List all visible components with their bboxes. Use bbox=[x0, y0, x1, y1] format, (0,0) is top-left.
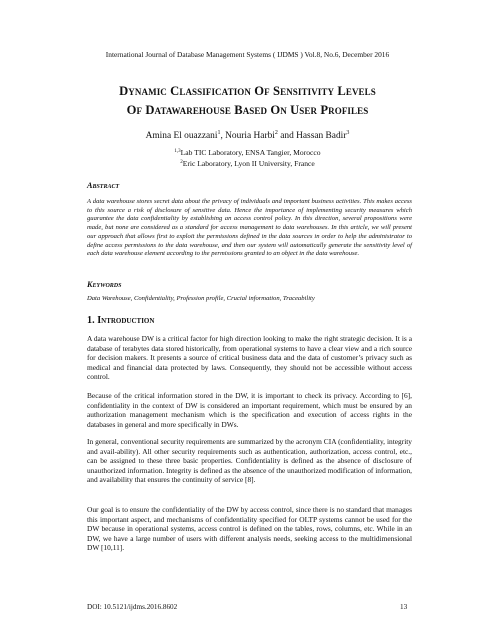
keywords-heading: Keywords bbox=[87, 280, 122, 289]
intro-paragraph-3: In general, conventional security requirements are summarized by the acronym CIA (confidentiality, integrity and avail-ability). All other security requirements such as authentication, authorization, access control, etc., can be assigned to these three basic properties. Confidentiality is defined as the absence of disclosure of unauthorized information. Integrity is defined as the absence of the unauthorized modification of information, and availability that ensures the continuity of service [8]. bbox=[87, 437, 412, 484]
author-1-affil-mark: 1 bbox=[217, 130, 221, 136]
author-3: and Hassan Badir bbox=[277, 131, 347, 141]
author-3-affil-mark: 3 bbox=[346, 130, 350, 136]
affiliation-2: $^2$Eric Laboratory, Lyon II University, France bbox=[180, 159, 315, 168]
author-2-affil-mark: 2 bbox=[274, 130, 278, 136]
intro-paragraph-1: A data warehouse DW is a critical factor for high direction looking to make the right strategic decision. It is a database of terabytes data stored historically, from operational systems to have a clear view and a rich source for decision makers. It presents a source of critical business data and the data of customer’s privacy such as medical and financial data protected by laws. Consequently, they should not be accessible without access control. bbox=[87, 334, 412, 381]
abstract-body: A data warehouse stores secret data about the privacy of individuals and important business activities. This makes access to this source a risk of disclosure of sensitive data. Hence the importance of implementing security measures which guarantee the data confidentiality by establishing an access control policy. In this direction, several propositions were made, but none are considered as a standard for access management to data warehouses. In this article, we will present our approach that allows first to exploit the permissions defined in the data sources in order to help the administrator to define access permissions to the data warehouse, and then our system will automatically generate the sensitivity level of each data warehouse element according to the permissions granted to an object in the data warehouse. bbox=[87, 198, 412, 258]
author-1: Amina El ouazzani bbox=[145, 131, 218, 141]
author-list bbox=[0, 127, 495, 142]
title-line-2: Of Datawarehouse Based On User Profiles bbox=[126, 103, 369, 117]
footer-doi: DOI: 10.5121/ijdms.2016.8602 bbox=[87, 603, 178, 611]
title-line-1: Dynamic Classification Of Sensitivity Levels bbox=[119, 84, 376, 98]
affiliations bbox=[0, 147, 495, 169]
affiliation-1: $^{1,3}$Lab TIC Laboratory, ENSA Tangier, Morocco bbox=[174, 148, 321, 157]
intro-paragraph-4: Our goal is to ensure the confidentiality of the DW by access control, since there is no standard that manages this important aspect, and mechanisms of confidentiality specified for OLTP systems cannot be used for the DW because in operational systems, access control is defined on the tables, rows, columns, etc. While in an DW, we have a large number of users with different analysis needs, seeking access to the multidimensional DW [10,11]. bbox=[87, 505, 412, 552]
abstract-heading: Abstract bbox=[87, 181, 120, 190]
keywords-body: Data Warehouse, Confidentiality, Profession profile, Crucial information, Traceability bbox=[87, 295, 315, 302]
introduction-heading: 1. Introduction bbox=[87, 315, 155, 326]
author-2: , Nouria Harbi bbox=[220, 131, 275, 141]
page-number: 13 bbox=[400, 603, 408, 611]
intro-paragraph-2: Because of the critical information stored in the DW, it is important to check its privacy. According to [6], confidentiality in the context of DW is considered an important requirement, which must be ensured by an authorization management mechanism which is the specification and execution of access rights in the databases in general and more specifically in DWs. bbox=[87, 391, 412, 429]
running-head: International Journal of Database Management Systems ( IJDMS ) Vol.8, No.6, December 2016 bbox=[105, 50, 390, 59]
paper-title bbox=[40, 82, 455, 120]
